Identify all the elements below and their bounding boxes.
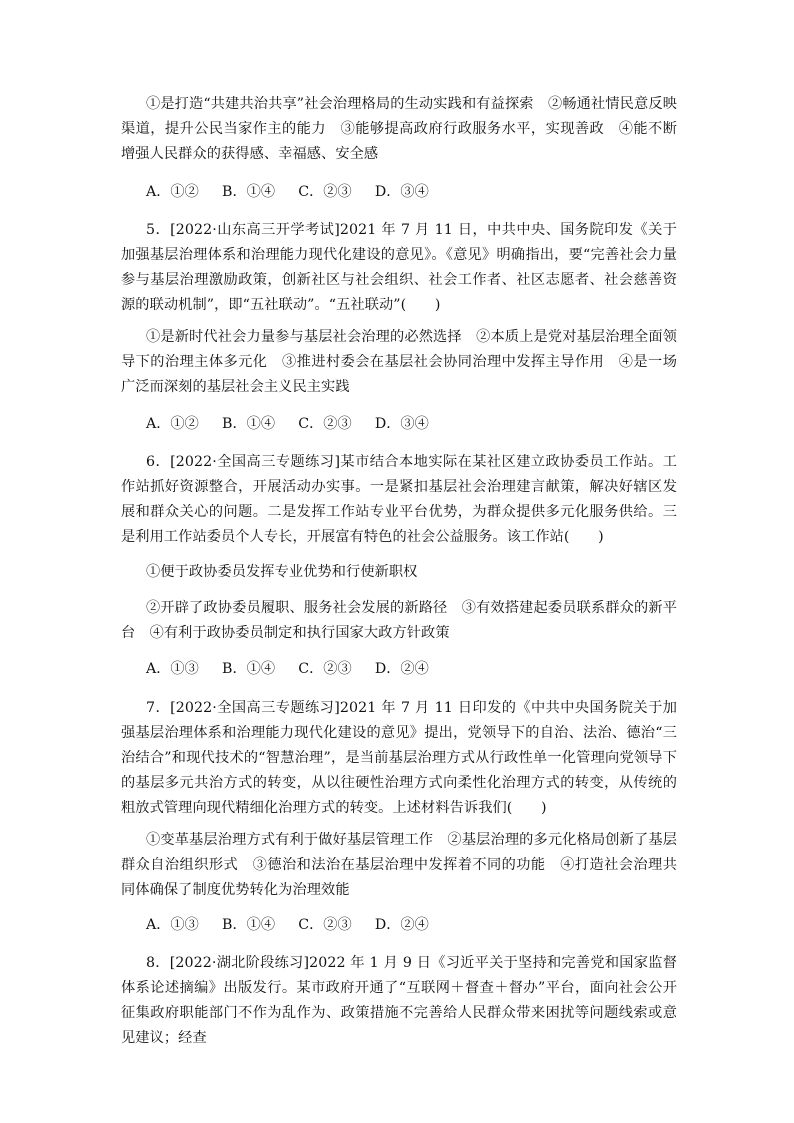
q5-options: A．①② B．①④ C．②③ D．③④ bbox=[146, 416, 429, 432]
q4-statements: ①是打造“共建共治共享”社会治理格局的生动实践和有益探索 ②畅通社情民意反映渠道，提升公民当家作主的能力 ③能够提高政府行政服务水平，实现善政 ④能不断增强人民群众的获得感、幸福感、安全感 bbox=[121, 96, 677, 162]
q6-stem: 6．[2022·全国高三专题练习]某市结合本地实际在某社区建立政协委员工作站。工作站抓好资源整合，开展活动办实事。一是紧扣基层社会治理建言献策，解决好辖区发展和群众关心的问题。二是发挥工作站专业平台优势，为群众提供多元化服务供给。三是利用工作站委员个人专长，开展富有特色的社会公益服务。该工作站( ) bbox=[121, 454, 677, 545]
q6-options: A．①③ B．①④ C．②③ D．②④ bbox=[146, 661, 429, 677]
q4-options: A．①② B．①④ C．②③ D．③④ bbox=[146, 184, 429, 200]
q6-statements-rest: ②开辟了政协委员履职、服务社会发展的新路径 ③有效搭建起委员联系群众的新平台 ④有利于政协委员制定和执行国家大政方针政策 bbox=[121, 600, 677, 641]
q8-stem: 8．[2022·湖北阶段练习]2022 年 1 月 9 日《习近平关于坚持和完善党和国家监督体系论述摘编》出版发行。某市政府开通了“互联网＋督查＋督办”平台，面向社会公开征集政府职能部门不作为乱作为、政策措施不完善给人民群众带来困扰等问题线索或意见建议；经查 bbox=[121, 955, 677, 1046]
q7-stem: 7．[2022·全国高三专题练习]2021 年 7 月 11 日印发的《中共中央国务院关于加强基层治理体系和治理能力现代化建设的意见》提出，党领导下的自治、法治、德治“三治结合”和现代技术的“智慧治理”，是当前基层治理方式从行政性单一化管理向党领导下的基层多元共治方式的转变，从以往硬性治理方式向柔性化治理方式的转变，从传统的粗放式管理向现代精细化治理方式的转变。上述材料告诉我们( ) bbox=[121, 700, 677, 816]
q6-statement-1: ①便于政协委员发挥专业优势和行使新职权 bbox=[146, 564, 418, 580]
q5-stem: 5．[2022·山东高三开学考试]2021 年 7 月 11 日，中共中央、国务院印发《关于加强基层治理体系和治理能力现代化建设的意见》。《意见》明确指出，要“完善社会力量参与基层治理激励政策，创新社区与社会组织、社会工作者、社区志愿者、社会慈善资源的联动机制”，即“五社联动”。“五社联动”( ) bbox=[121, 222, 677, 313]
q5-statements: ①是新时代社会力量参与基层社会治理的必然选择 ②本质上是党对基层治理全面领导下的治理主体多元化 ③推进村委会在基层社会协同治理中发挥主导作用 ④是一场广泛而深刻的基层社会主义民主实践 bbox=[121, 329, 677, 395]
q7-options: A．①③ B．①④ C．②③ D．②④ bbox=[146, 917, 429, 933]
q7-statements: ①变革基层治理方式有利于做好基层管理工作 ②基层治理的多元化格局创新了基层群众自治组织形式 ③德治和法治在基层治理中发挥着不同的功能 ④打造社会治理共同体确保了制度优势转化为治理效能 bbox=[121, 832, 677, 898]
